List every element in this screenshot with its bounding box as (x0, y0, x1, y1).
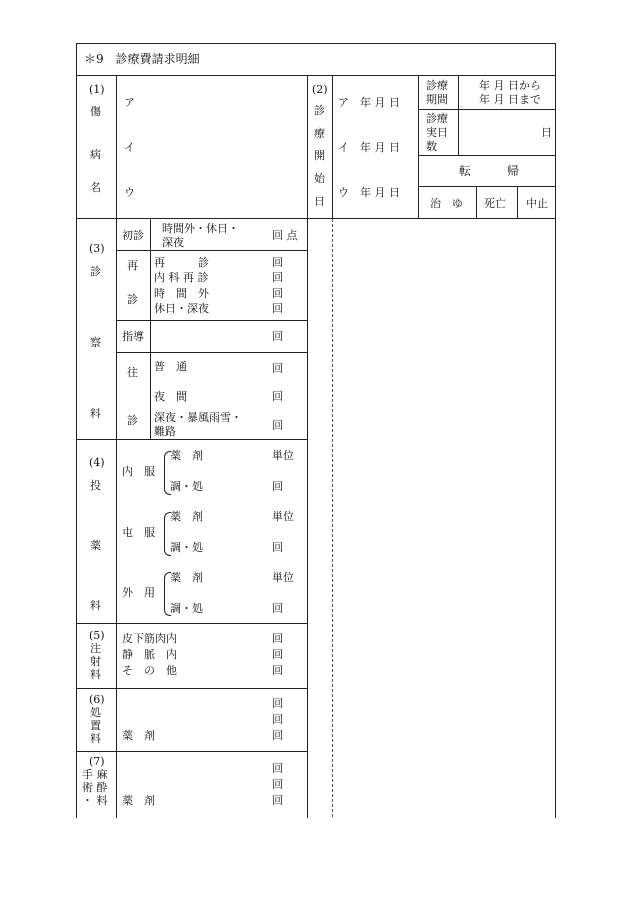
section-number: (2) (312, 83, 328, 96)
start-date-i[interactable]: イ 年 月 日 (338, 141, 400, 154)
period-from[interactable]: 年 月 日から (479, 79, 541, 92)
label-char: 処 (90, 706, 101, 719)
period-label: 診療 (426, 79, 448, 92)
days-unit[interactable]: 日 (541, 126, 552, 139)
label-char: 開 (314, 149, 325, 162)
period-label: 期間 (426, 93, 448, 106)
saishin-unit[interactable]: 回 (272, 271, 283, 284)
treatment-unit[interactable]: 回 (272, 697, 283, 710)
label-char: 料 (90, 668, 101, 681)
start-date-a[interactable]: ア 年 月 日 (338, 96, 400, 109)
label-char: 注 (90, 642, 101, 655)
injection-unit[interactable]: 回 (272, 632, 283, 645)
shoshin-label: 初診 (122, 229, 144, 242)
label-char: 薬 (90, 539, 101, 552)
medication-drug: 薬 剤 (170, 571, 203, 584)
medication-prep: 調・処 (170, 541, 203, 554)
label-char: 料 (90, 732, 101, 745)
saishin-row: 休日・深夜 (154, 302, 209, 315)
oushin-unit[interactable]: 回 (272, 390, 283, 403)
label-char: 料 (90, 407, 101, 420)
label-char: 察 (90, 336, 101, 349)
medication-drug: 薬 剤 (170, 510, 203, 523)
days-label: 数 (426, 140, 437, 153)
saishin-unit[interactable]: 回 (272, 256, 283, 269)
shido-label: 指導 (122, 330, 144, 343)
medication-prep: 調・処 (170, 480, 203, 493)
treatment-drug: 薬 剤 (122, 729, 155, 742)
shoshin-text: 深夜 (162, 236, 184, 249)
label-char: 始 (314, 172, 325, 185)
label-char: 射 (90, 655, 101, 668)
outcome-stopped[interactable]: 中止 (526, 197, 548, 210)
shido-unit[interactable]: 回 (272, 330, 283, 343)
medication-group-label: 外 用 (122, 586, 155, 599)
label-char: 療 (314, 127, 325, 140)
shoshin-unit[interactable]: 回 点 (272, 229, 298, 242)
label-char: 日 (314, 195, 325, 208)
form-title: ＊9 診療費請求明細 (84, 52, 200, 66)
label-char: 料 (90, 599, 101, 612)
label-char: 投 (90, 479, 101, 492)
section-number: (6) (89, 693, 105, 706)
surgery-unit[interactable]: 回 (272, 794, 283, 807)
treatment-unit[interactable]: 回 (272, 713, 283, 726)
saishin-unit[interactable]: 回 (272, 302, 283, 315)
label-char: 診 (314, 104, 325, 117)
saishin-row: 時 間 外 (154, 287, 209, 300)
oushin-label: 診 (127, 414, 138, 427)
surgery-label: 術 酔 (82, 781, 108, 794)
saishin-row: 再 診 (154, 256, 209, 269)
saishin-label: 再 (127, 259, 138, 272)
label-char: 診 (90, 265, 101, 278)
medication-group-label: 屯 服 (122, 526, 155, 539)
diagnosis-item-u[interactable]: ウ (124, 186, 135, 199)
saishin-row: 内 科 再 診 (154, 271, 209, 284)
section-number: (5) (89, 629, 105, 642)
surgery-drug: 薬 剤 (122, 794, 155, 807)
medication-drug-unit[interactable]: 単位 (272, 510, 294, 523)
oushin-unit[interactable]: 回 (272, 362, 283, 375)
label-char: 置 (90, 719, 101, 732)
section-number: (3) (89, 242, 105, 255)
injection-row: 皮下筋肉内 (122, 632, 177, 645)
diagnosis-item-a[interactable]: ア (124, 96, 135, 109)
medication-prep-unit[interactable]: 回 (272, 602, 283, 615)
outcome-cured[interactable]: 治 ゆ (430, 197, 463, 210)
medication-drug-unit[interactable]: 単位 (272, 449, 294, 462)
oushin-row: 難路 (154, 425, 176, 438)
surgery-label: 手 麻 (82, 768, 108, 781)
outcome-died[interactable]: 死亡 (484, 197, 506, 210)
section-number: (7) (89, 755, 105, 768)
oushin-label: 往 (127, 366, 138, 379)
injection-unit[interactable]: 回 (272, 664, 283, 677)
surgery-label: ・ 料 (82, 794, 108, 807)
treatment-unit[interactable]: 回 (272, 729, 283, 742)
label-char: 名 (90, 181, 101, 194)
section-number: (4) (89, 456, 105, 469)
saishin-label: 診 (127, 293, 138, 306)
outcome-header: 転 帰 (459, 164, 520, 178)
medication-prep: 調・処 (170, 602, 203, 615)
start-date-u[interactable]: ウ 年 月 日 (338, 186, 400, 199)
injection-row: 静 脈 内 (122, 648, 177, 661)
period-to[interactable]: 年 月 日まで (479, 93, 541, 106)
medication-drug-unit[interactable]: 単位 (272, 571, 294, 584)
oushin-row: 夜 間 (154, 390, 187, 403)
shoshin-text: 時間外・休日・ (162, 222, 239, 235)
label-char: 傷 (90, 105, 101, 118)
medication-group-label: 内 服 (122, 465, 155, 478)
injection-unit[interactable]: 回 (272, 648, 283, 661)
diagnosis-item-i[interactable]: イ (124, 141, 135, 154)
surgery-unit[interactable]: 回 (272, 778, 283, 791)
days-label: 診療 (426, 112, 448, 125)
section-number: (1) (89, 83, 105, 96)
medication-prep-unit[interactable]: 回 (272, 480, 283, 493)
oushin-unit[interactable]: 回 (272, 419, 283, 432)
oushin-row: 深夜・暴風雨雪・ (154, 411, 242, 424)
saishin-unit[interactable]: 回 (272, 287, 283, 300)
surgery-unit[interactable]: 回 (272, 762, 283, 775)
injection-row: そ の 他 (122, 664, 177, 677)
label-char: 病 (90, 148, 101, 161)
days-label: 実日 (426, 126, 448, 139)
medication-prep-unit[interactable]: 回 (272, 541, 283, 554)
medication-drug: 薬 剤 (170, 449, 203, 462)
oushin-row: 普 通 (154, 360, 187, 373)
